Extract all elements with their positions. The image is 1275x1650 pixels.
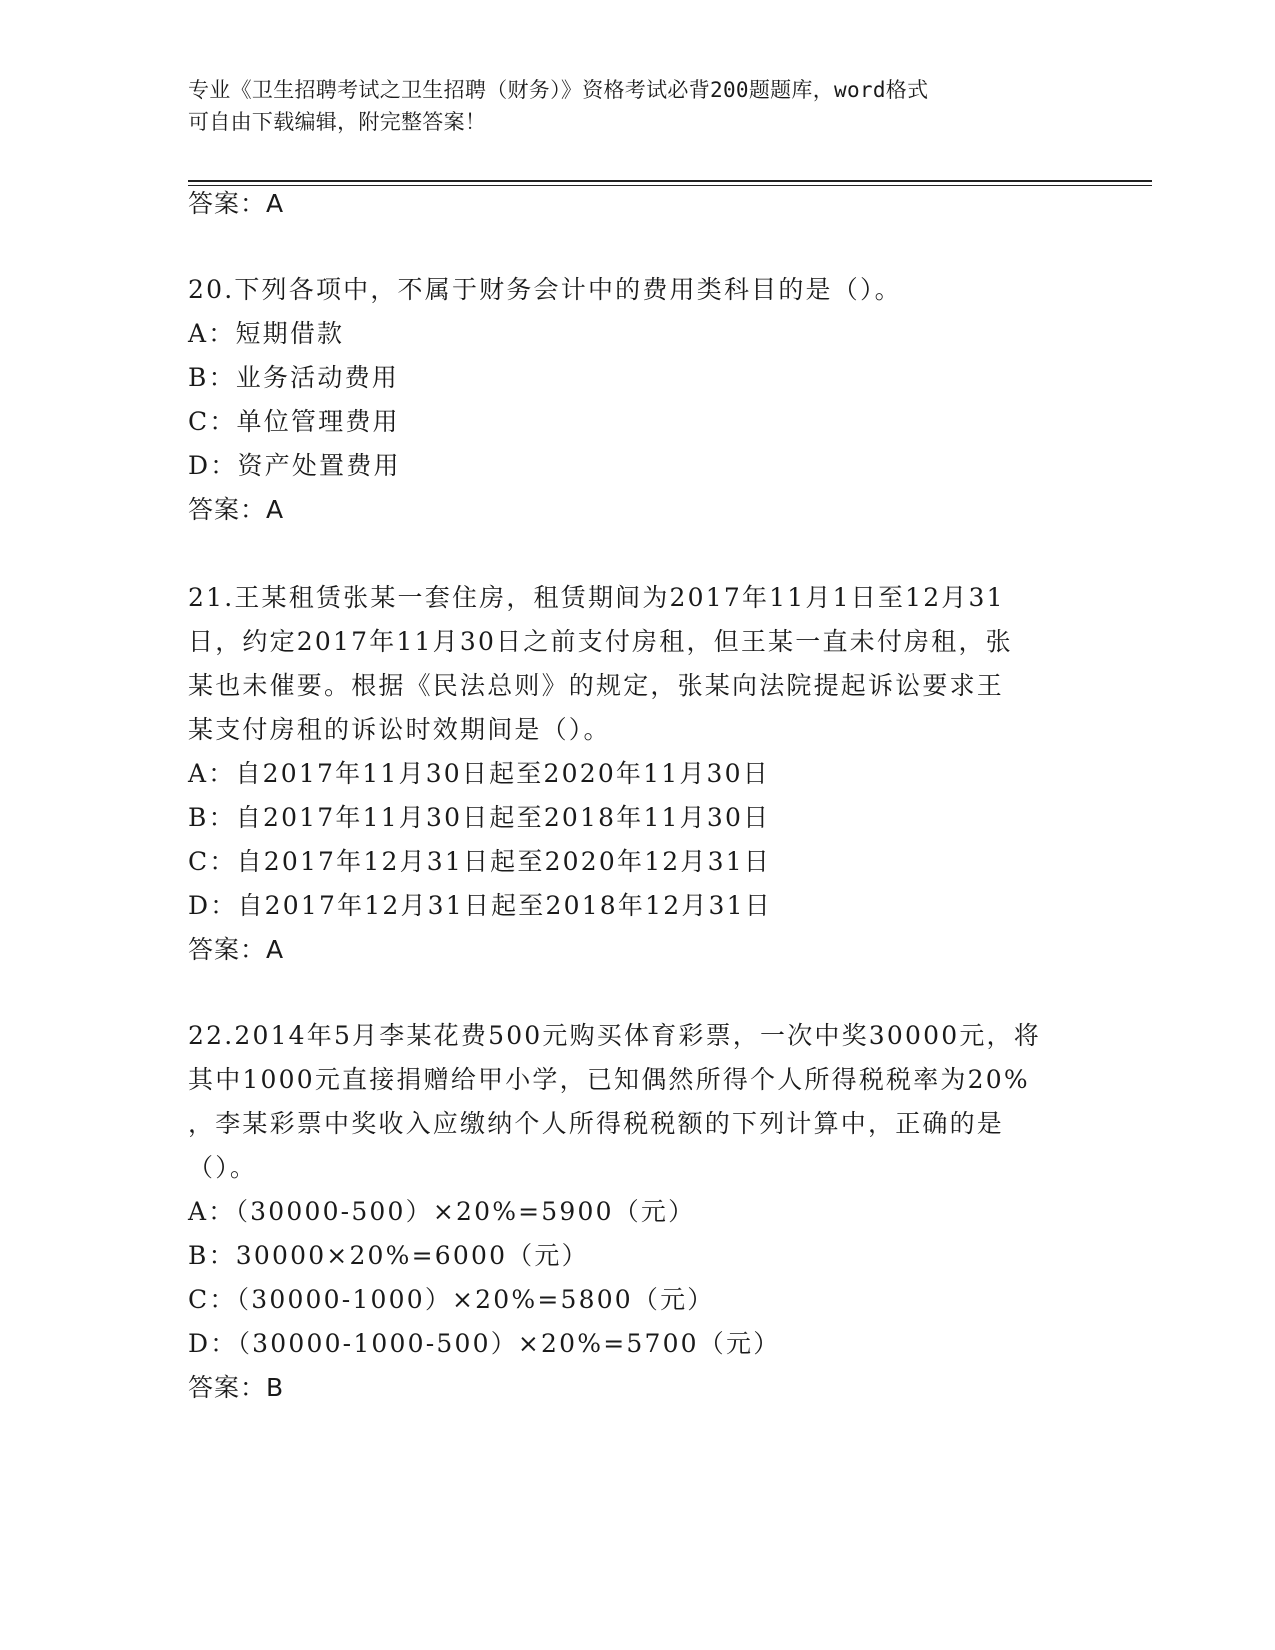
q21-option-c: C：自2017年12月31日起至2020年12月31日 xyxy=(188,847,772,876)
q21-stem-line-2: 日，约定2017年11月30日之前支付房租，但王某一直未付房租，张 xyxy=(188,627,1013,656)
q20-stem-line-1: 20.下列各项中，不属于财务会计中的费用类科目的是（）。 xyxy=(188,275,902,304)
q22-option-c: C：（30000-1000）×20%=5800（元） xyxy=(188,1285,715,1314)
q20-option-d: D：资产处置费用 xyxy=(188,451,401,480)
q22-stem-line-2: 其中1000元直接捐赠给甲小学，已知偶然所得个人所得税税率为20% xyxy=(188,1065,1030,1094)
q20-answer: 答案：A xyxy=(188,495,285,524)
q21-option-a: A：自2017年11月30日起至2020年11月30日 xyxy=(188,759,770,788)
q21-answer: 答案：A xyxy=(188,935,285,964)
q21-stem-line-4: 某支付房租的诉讼时效期间是（）。 xyxy=(188,715,611,744)
header-line-2: 可自由下载编辑，附完整答案！ xyxy=(188,110,487,134)
q20-option-c: C：单位管理费用 xyxy=(188,407,400,436)
q20-option-b: B：业务活动费用 xyxy=(188,363,399,392)
header-rule-thick xyxy=(188,180,1152,182)
q21-stem-line-3: 某也未催要。根据《民法总则》的规定，张某向法院提起诉讼要求王 xyxy=(188,671,1005,700)
q22-option-b: B：30000×20%=6000（元） xyxy=(188,1241,589,1270)
q20-option-a: A：短期借款 xyxy=(188,319,345,348)
header-rule-thin xyxy=(188,185,1152,186)
document-header xyxy=(188,74,1068,138)
answer-previous: 答案：A xyxy=(188,189,285,218)
q22-option-a: A：（30000-500）×20%=5900（元） xyxy=(188,1197,696,1226)
q22-option-d: D：（30000-1000-500）×20%=5700（元） xyxy=(188,1329,781,1358)
q22-stem-line-3: ，李某彩票中奖收入应缴纳个人所得税税额的下列计算中，正确的是 xyxy=(188,1109,1005,1138)
q22-stem-line-1: 22.2014年5月李某花费500元购买体育彩票，一次中奖30000元，将 xyxy=(188,1021,1041,1050)
q21-option-b: B：自2017年11月30日起至2018年11月30日 xyxy=(188,803,771,832)
q22-stem-line-4: （）。 xyxy=(188,1153,258,1182)
header-line-1: 专业《卫生招聘考试之卫生招聘（财务）》资格考试必背200题题库，word格式 xyxy=(188,78,929,102)
q21-option-d: D：自2017年12月31日起至2018年12月31日 xyxy=(188,891,772,920)
q22-answer: 答案：B xyxy=(188,1373,285,1402)
q21-stem-line-1: 21.王某租赁张某一套住房，租赁期间为2017年11月1日至12月31 xyxy=(188,583,1005,612)
